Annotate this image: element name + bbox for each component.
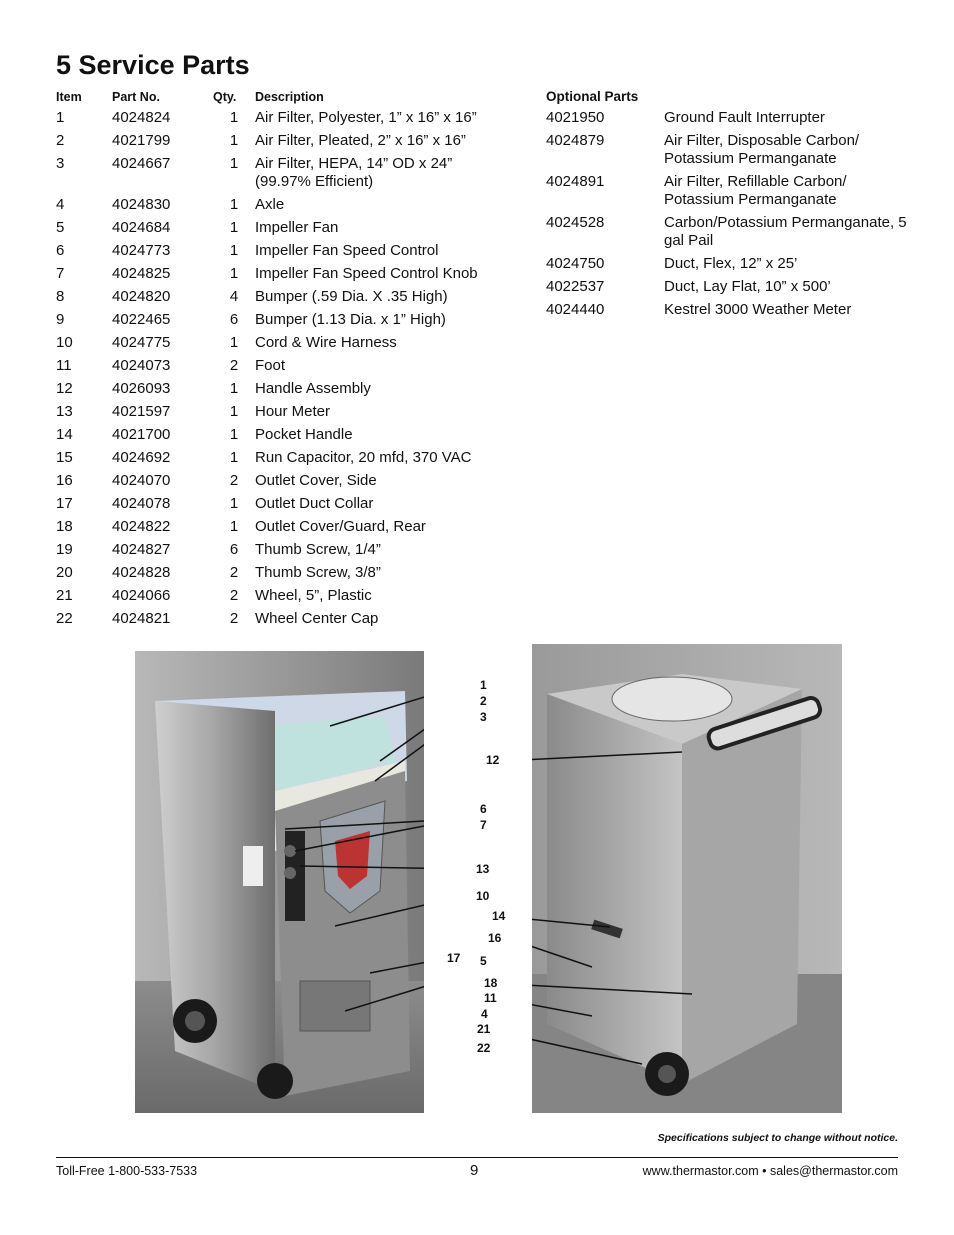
part-number: 4024692 xyxy=(112,449,171,466)
table-row xyxy=(546,173,916,209)
callout-14: 14 xyxy=(492,909,506,923)
table-row xyxy=(56,472,506,490)
part-number: 4024684 xyxy=(112,219,171,236)
part-number: 4021700 xyxy=(112,426,171,443)
description: Impeller Fan Speed Control Knob xyxy=(255,265,478,282)
description: Ground Fault Interrupter xyxy=(664,109,825,126)
part-number: 4024830 xyxy=(112,196,171,213)
callout-3: 3 xyxy=(480,710,487,724)
quantity: 1 xyxy=(229,495,239,512)
description: Foot xyxy=(255,357,286,374)
callout-11: 11 xyxy=(484,991,497,1005)
item-number: 17 xyxy=(56,495,73,512)
table-row xyxy=(56,495,506,513)
quantity: 1 xyxy=(229,426,239,443)
item-number: 15 xyxy=(56,449,73,466)
quantity: 2 xyxy=(229,610,239,627)
header-qty: Qty. xyxy=(213,90,237,104)
quantity: 1 xyxy=(229,132,239,149)
part-number: 4021950 xyxy=(546,109,605,126)
description: Axle xyxy=(255,196,285,213)
callout-12: 12 xyxy=(486,753,500,767)
item-number: 5 xyxy=(56,219,65,236)
footer-divider xyxy=(56,1157,898,1158)
table-row xyxy=(56,518,506,536)
table-row xyxy=(56,155,506,191)
description: Air Filter, Polyester, 1” x 16” x 16” xyxy=(255,109,477,126)
description: Impeller Fan xyxy=(255,219,339,236)
quantity: 2 xyxy=(229,587,239,604)
header-part-no: Part No. xyxy=(112,90,160,104)
quantity: 1 xyxy=(229,196,239,213)
part-number: 4024073 xyxy=(112,357,171,374)
description: Bumper (1.13 Dia. x 1” High) xyxy=(255,311,446,328)
description: Wheel, 5”, Plastic xyxy=(255,587,372,604)
optional-parts-table xyxy=(546,84,916,319)
description: Impeller Fan Speed Control xyxy=(255,242,439,259)
item-number: 11 xyxy=(56,357,72,374)
description: Outlet Duct Collar xyxy=(255,495,374,512)
description: Air Filter, Refillable Carbon/ Potassium Permanganate xyxy=(664,173,847,208)
callout-10: 10 xyxy=(476,889,490,903)
table-row xyxy=(56,610,506,628)
table-row xyxy=(56,380,506,398)
item-number: 13 xyxy=(56,403,73,420)
part-number: 4024775 xyxy=(112,334,171,351)
description: Cord & Wire Harness xyxy=(255,334,397,351)
part-number: 4024827 xyxy=(112,541,171,558)
specification-note: Specifications subject to change without notice. xyxy=(657,1132,898,1144)
quantity: 1 xyxy=(229,219,239,236)
description: Outlet Cover, Side xyxy=(255,472,377,489)
part-number: 4024528 xyxy=(546,214,605,231)
callout-16: 16 xyxy=(488,931,502,945)
item-number: 6 xyxy=(56,242,65,259)
description: Air Filter, Pleated, 2” x 16” x 16” xyxy=(255,132,466,149)
table-row xyxy=(56,541,506,559)
table-row xyxy=(56,132,506,150)
part-number: 4024070 xyxy=(112,472,171,489)
description: Bumper (.59 Dia. X .35 High) xyxy=(255,288,448,305)
callout-1: 1 xyxy=(480,678,487,692)
quantity: 1 xyxy=(229,403,239,420)
item-number: 1 xyxy=(56,109,65,126)
callout-17: 17 xyxy=(447,951,461,965)
item-number: 9 xyxy=(56,311,65,328)
quantity: 4 xyxy=(229,288,239,305)
table-row xyxy=(56,242,506,260)
description: Handle Assembly xyxy=(255,380,371,397)
quantity: 1 xyxy=(229,518,239,535)
part-number: 4026093 xyxy=(112,380,171,397)
quantity: 2 xyxy=(229,564,239,581)
part-number: 4021799 xyxy=(112,132,171,149)
footer-phone: Toll-Free 1-800-533-7533 xyxy=(56,1164,198,1178)
description: Air Filter, Disposable Carbon/ Potassium Permanganate xyxy=(664,132,860,167)
callout-4: 4 xyxy=(481,1007,488,1021)
table-row xyxy=(56,403,506,421)
callout-5: 5 xyxy=(480,954,487,968)
item-number: 20 xyxy=(56,564,73,581)
part-number: 4024891 xyxy=(546,173,605,190)
item-number: 19 xyxy=(56,541,73,558)
table-row xyxy=(56,564,506,582)
footer-contact: www.thermastor.com • sales@thermastor.com xyxy=(642,1164,898,1178)
description: Pocket Handle xyxy=(255,426,353,443)
part-number: 4024440 xyxy=(546,301,605,318)
table-row xyxy=(546,278,916,296)
description: Duct, Flex, 12” x 25’ xyxy=(664,255,798,272)
callout-13: 13 xyxy=(476,862,490,876)
callout-7: 7 xyxy=(480,818,487,832)
quantity: 1 xyxy=(229,109,239,126)
part-number: 4022537 xyxy=(546,278,605,295)
quantity: 1 xyxy=(229,155,239,172)
part-number: 4024824 xyxy=(112,109,171,126)
description: Air Filter, HEPA, 14” OD x 24” (99.97% Efficient) xyxy=(255,155,453,190)
item-number: 2 xyxy=(56,132,65,149)
quantity: 6 xyxy=(229,311,239,328)
header-description: Description xyxy=(255,90,324,104)
table-row xyxy=(56,334,506,352)
table-row xyxy=(56,449,506,467)
description: Hour Meter xyxy=(255,403,331,420)
part-number: 4024078 xyxy=(112,495,171,512)
table-row xyxy=(56,426,506,444)
quantity: 1 xyxy=(229,334,239,351)
table-row xyxy=(56,587,506,605)
part-number: 4024828 xyxy=(112,564,171,581)
item-number: 8 xyxy=(56,288,65,305)
callout-6: 6 xyxy=(480,802,487,816)
part-number: 4024825 xyxy=(112,265,171,282)
product-photo-front xyxy=(135,651,424,1113)
description: Thumb Screw, 1/4” xyxy=(255,541,381,558)
callout-18: 18 xyxy=(484,976,498,990)
optional-parts-header: Optional Parts xyxy=(546,89,639,104)
part-number: 4021597 xyxy=(112,403,171,420)
description: Duct, Lay Flat, 10” x 500’ xyxy=(664,278,831,295)
description: Run Capacitor, 20 mfd, 370 VAC xyxy=(255,449,472,466)
parts-table-header xyxy=(56,84,506,104)
page-title: 5 Service Parts xyxy=(56,50,250,80)
page-number: 9 xyxy=(470,1162,479,1179)
quantity: 1 xyxy=(229,449,239,466)
table-row xyxy=(56,311,506,329)
item-number: 18 xyxy=(56,518,73,535)
item-number: 22 xyxy=(56,610,73,627)
quantity: 2 xyxy=(229,472,239,489)
table-row xyxy=(56,357,506,375)
table-row xyxy=(56,265,506,283)
callout-2: 2 xyxy=(480,694,487,708)
table-row xyxy=(546,255,916,273)
part-number: 4024667 xyxy=(112,155,171,172)
quantity: 1 xyxy=(229,380,239,397)
quantity: 1 xyxy=(229,265,239,282)
table-row xyxy=(546,301,916,319)
part-number: 4024773 xyxy=(112,242,171,259)
item-number: 12 xyxy=(56,380,73,397)
part-number: 4024879 xyxy=(546,132,605,149)
item-number: 4 xyxy=(56,196,65,213)
description: Outlet Cover/Guard, Rear xyxy=(255,518,426,535)
item-number: 3 xyxy=(56,155,65,172)
table-row xyxy=(546,109,916,127)
description: Kestrel 3000 Weather Meter xyxy=(664,301,852,318)
description: Carbon/Potassium Permanganate, 5 gal Pail xyxy=(664,214,907,249)
callout-22: 22 xyxy=(477,1041,491,1055)
item-number: 16 xyxy=(56,472,73,489)
table-row xyxy=(546,132,916,168)
part-number: 4024821 xyxy=(112,610,171,627)
callout-21: 21 xyxy=(477,1022,491,1036)
service-parts-table xyxy=(56,84,506,628)
table-row xyxy=(56,288,506,306)
quantity: 1 xyxy=(229,242,239,259)
item-number: 14 xyxy=(56,426,73,443)
part-number: 4024820 xyxy=(112,288,171,305)
table-row xyxy=(56,109,506,127)
part-number: 4022465 xyxy=(112,311,171,328)
header-item: Item xyxy=(56,90,82,104)
product-photo-rear xyxy=(532,644,842,1113)
part-number: 4024750 xyxy=(546,255,605,272)
part-number: 4024822 xyxy=(112,518,171,535)
table-row xyxy=(546,214,916,250)
table-row xyxy=(56,196,506,214)
description: Wheel Center Cap xyxy=(255,610,379,627)
item-number: 7 xyxy=(56,265,65,282)
part-number: 4024066 xyxy=(112,587,171,604)
description: Thumb Screw, 3/8” xyxy=(255,564,381,581)
item-number: 21 xyxy=(56,587,73,604)
table-row xyxy=(56,219,506,237)
quantity: 6 xyxy=(229,541,239,558)
quantity: 2 xyxy=(229,357,239,374)
item-number: 10 xyxy=(56,334,73,351)
